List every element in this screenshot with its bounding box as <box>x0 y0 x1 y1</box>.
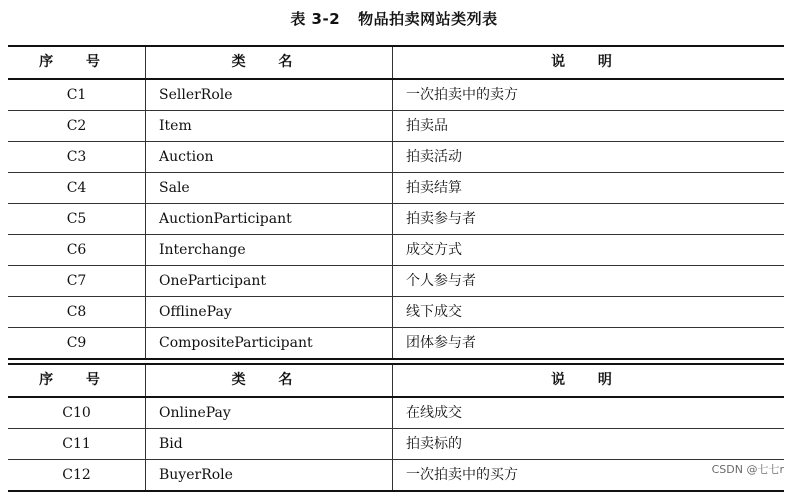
cell-id: C1 <box>66 87 87 103</box>
header-id: 序 号 <box>39 372 114 388</box>
table-row <box>8 142 784 173</box>
table-header-row <box>8 46 784 79</box>
class-table-part-1 <box>8 45 784 360</box>
cell-description: 线下成交 <box>393 297 785 328</box>
cell-class-name: Bid <box>146 429 393 460</box>
table-body-1 <box>8 79 784 359</box>
table-number: 表 3-2 <box>290 10 341 28</box>
table-row <box>8 235 784 266</box>
cell-description: 个人参与者 <box>393 266 785 297</box>
table-row <box>8 397 784 429</box>
watermark-text: CSDN @七七r <box>711 463 784 476</box>
cell-description: 拍卖标的 <box>393 429 785 460</box>
table-row <box>8 328 784 360</box>
cell-class-name: Sale <box>146 173 393 204</box>
header-name: 类 名 <box>146 364 393 397</box>
cell-id: C9 <box>66 335 87 351</box>
table-title: 物品拍卖网站类列表 <box>358 10 498 28</box>
cell-id: C11 <box>62 436 91 452</box>
table-row <box>8 429 784 460</box>
cell-id: C6 <box>66 242 87 258</box>
table-header-row <box>8 364 784 397</box>
cell-description: 拍卖活动 <box>393 142 785 173</box>
cell-class-name: Item <box>146 111 393 142</box>
cell-description: 团体参与者 <box>393 328 785 360</box>
cell-id: C10 <box>62 405 91 421</box>
cell-class-name: AuctionParticipant <box>146 204 393 235</box>
cell-class-name: OfflinePay <box>146 297 393 328</box>
cell-id: C3 <box>66 149 87 165</box>
cell-class-name: Auction <box>146 142 393 173</box>
cell-description: 一次拍卖中的卖方 <box>393 79 785 111</box>
table-row <box>8 297 784 328</box>
cell-description: 一次拍卖中的买方 <box>393 460 785 492</box>
class-table-part-2 <box>8 363 784 492</box>
cell-class-name: OnlinePay <box>146 397 393 429</box>
cell-class-name: Interchange <box>146 235 393 266</box>
header-desc: 说 明 <box>393 46 785 79</box>
cell-id: C4 <box>66 180 87 196</box>
cell-description: 拍卖结算 <box>393 173 785 204</box>
cell-id: C5 <box>66 211 87 227</box>
cell-description: 拍卖参与者 <box>393 204 785 235</box>
table-row <box>8 266 784 297</box>
table-row <box>8 111 784 142</box>
header-id: 序 号 <box>39 54 114 70</box>
cell-description: 拍卖品 <box>393 111 785 142</box>
header-name: 类 名 <box>146 46 393 79</box>
cell-description: 成交方式 <box>393 235 785 266</box>
table-row <box>8 204 784 235</box>
table-body-2 <box>8 397 784 491</box>
table-row <box>8 460 784 492</box>
header-desc: 说 明 <box>393 364 785 397</box>
table-caption <box>0 8 788 30</box>
cell-class-name: OneParticipant <box>146 266 393 297</box>
cell-id: C2 <box>66 118 87 134</box>
table-row <box>8 173 784 204</box>
cell-id: C12 <box>62 467 91 483</box>
cell-id: C7 <box>66 273 87 289</box>
table-row <box>8 79 784 111</box>
cell-class-name: CompositeParticipant <box>146 328 393 360</box>
cell-class-name: SellerRole <box>146 79 393 111</box>
cell-class-name: BuyerRole <box>146 460 393 492</box>
cell-description: 在线成交 <box>393 397 785 429</box>
cell-id: C8 <box>66 304 87 320</box>
